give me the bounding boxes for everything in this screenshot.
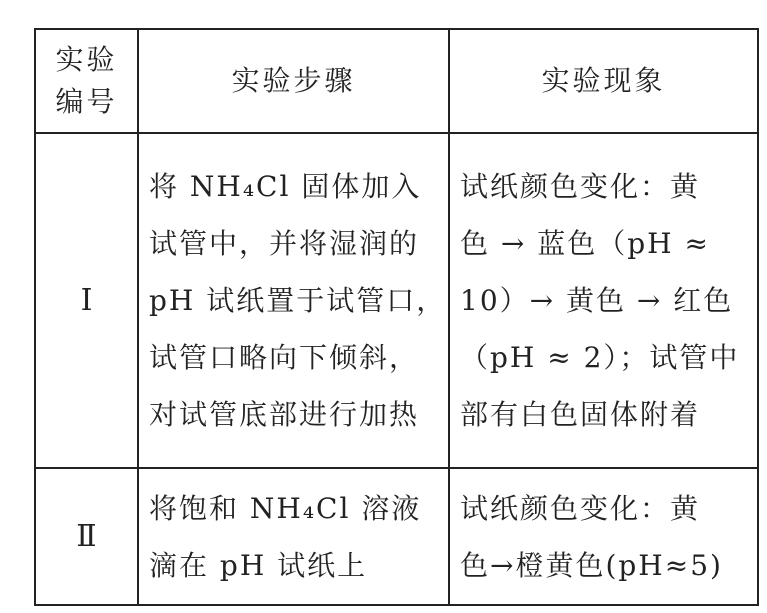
phenomena-line: 试纸颜色变化：黄 <box>460 170 701 203</box>
steps-line: 滴在 pH 试纸上 <box>149 548 368 582</box>
table-header-row <box>35 29 758 133</box>
header-id-line2: 编号 <box>55 85 118 118</box>
phenomena-line: 10）→ 黄色 → 红色 <box>460 284 734 317</box>
header-steps: 实验步骤 <box>138 29 449 133</box>
experiment-table <box>34 28 759 606</box>
steps-line: pH 试纸置于试管口， <box>149 284 447 317</box>
experiment-table-container <box>34 28 757 604</box>
header-id-line1: 实验 <box>55 43 118 76</box>
phenomena-line: （pH ≈ 2）；试管中 <box>460 341 740 374</box>
phenomena-line: 色→橙黄色(pH≈5) <box>460 548 723 582</box>
phenomena-line: 部有白色固体附着 <box>460 398 701 431</box>
steps-line: 试管中，并将湿润的 <box>149 227 420 260</box>
row-phenomena <box>449 468 758 605</box>
steps-line: 对试管底部进行加热 <box>149 398 420 431</box>
steps-line: 将 NH₄Cl 固体加入 <box>149 170 422 203</box>
table-row <box>35 133 758 468</box>
steps-line: 试管口略向下倾斜， <box>149 341 420 374</box>
header-experiment-number <box>35 29 138 133</box>
row-steps <box>138 468 449 605</box>
phenomena-line: 试纸颜色变化：黄 <box>460 491 701 525</box>
phenomena-line: 色 → 蓝色（pH ≈ <box>460 227 710 260</box>
row-id: Ⅰ <box>35 133 138 468</box>
row-phenomena <box>449 133 758 468</box>
row-id: Ⅱ <box>35 468 138 605</box>
steps-line: 将饱和 NH₄Cl 溶液 <box>149 491 422 525</box>
header-phenomena: 实验现象 <box>449 29 758 133</box>
row-steps <box>138 133 449 468</box>
table-row <box>35 468 758 605</box>
